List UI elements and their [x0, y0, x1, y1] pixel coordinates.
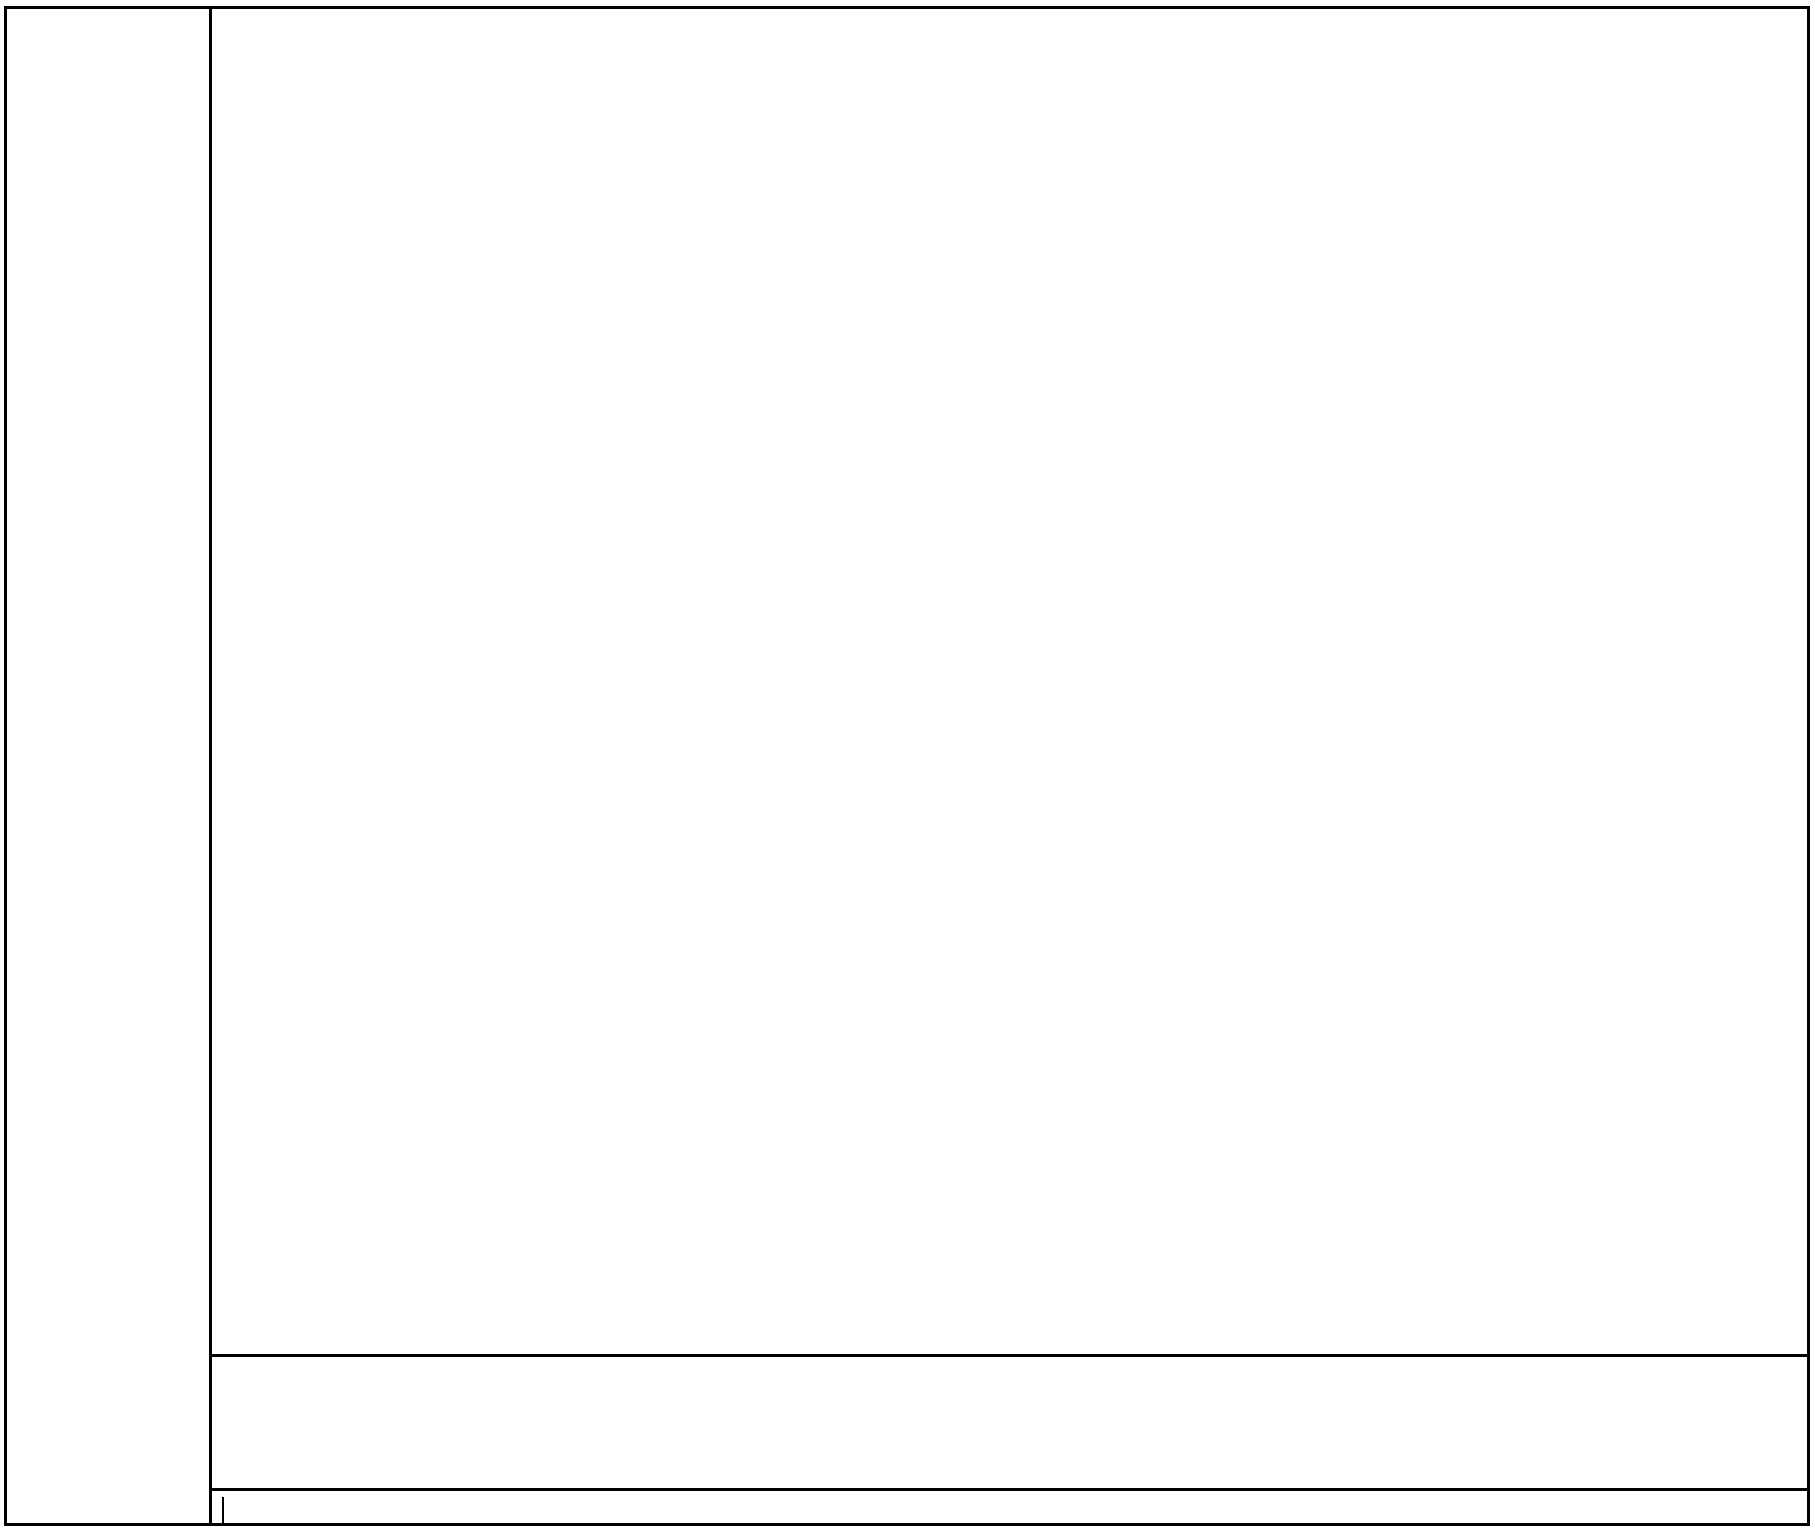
register-panel [7, 9, 212, 1523]
output-pane[interactable] [212, 9, 1807, 1354]
command-line[interactable] [212, 1488, 1807, 1526]
main-panel [212, 9, 1807, 1523]
debugger-window [4, 6, 1810, 1526]
text-caret [222, 1497, 224, 1523]
pc-pane[interactable] [212, 1354, 1807, 1488]
